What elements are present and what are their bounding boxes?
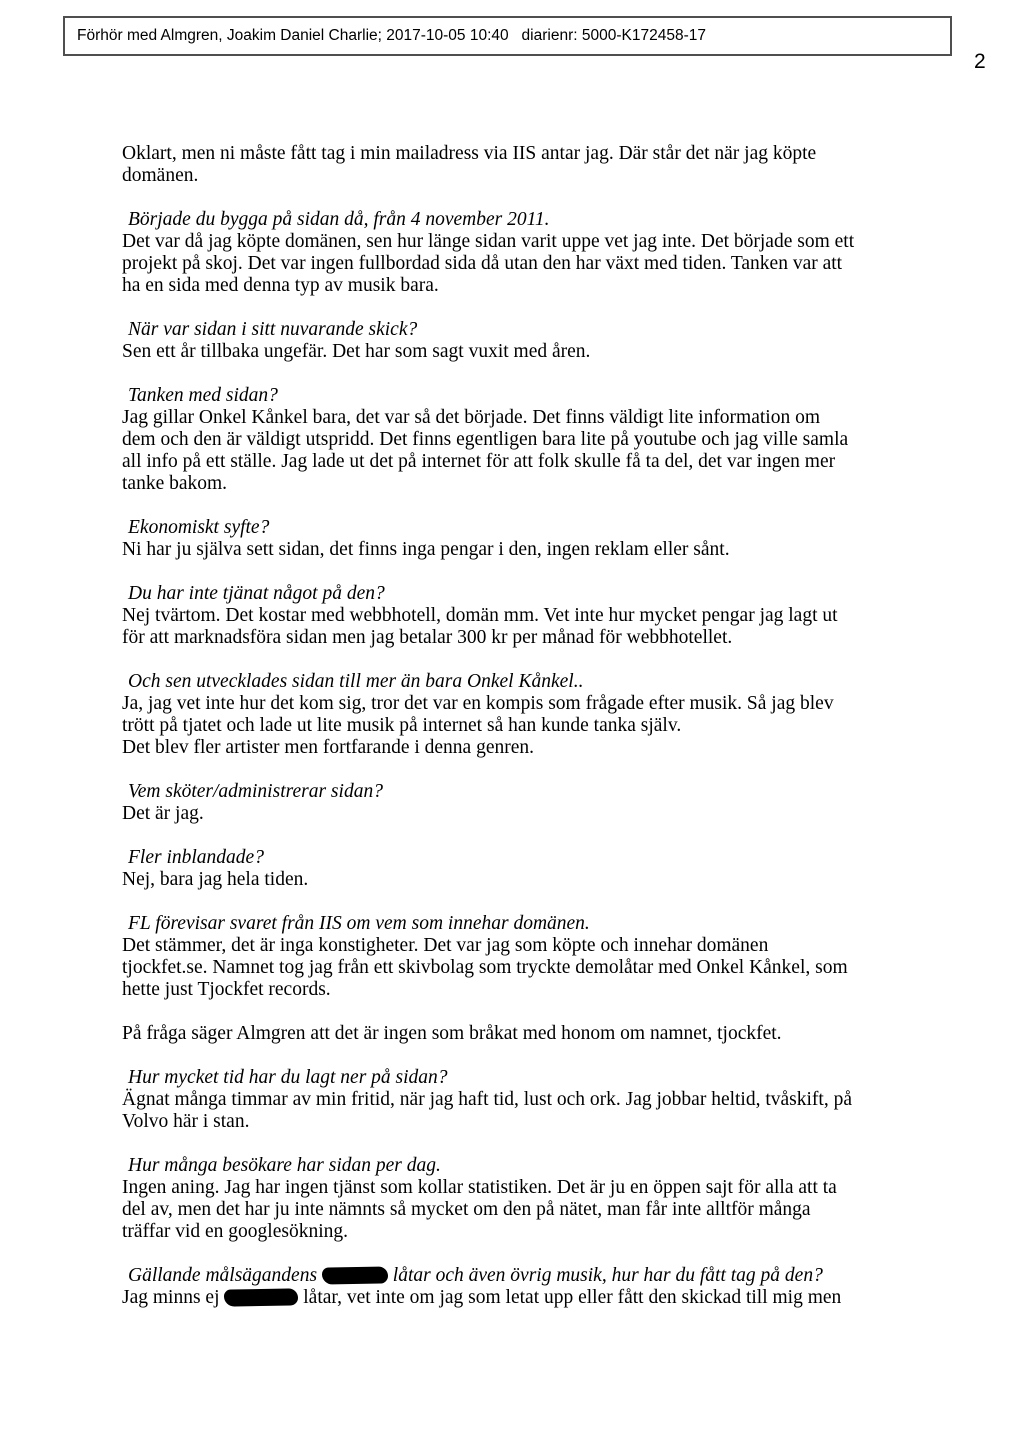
answer-paragraph: Jag minns ej låtar, vet inte om jag som letat upp eller fått den skickad till mig men xyxy=(122,1287,842,1308)
answer-paragraph: Ni har ju själva sett sidan, det finns inga pengar i den, ingen reklam eller sånt. xyxy=(122,539,730,560)
question-paragraph: Tanken med sidan? xyxy=(128,385,278,406)
answer-paragraph: Ägnat många timmar av min fritid, när jag haft tid, lust och ork. Jag jobbar heltid, tvåskift, på Volvo här i stan. xyxy=(122,1089,852,1132)
answer-paragraph: Det var då jag köpte domänen, sen hur länge sidan varit uppe vet jag inte. Det började som ett projekt på skoj. Det var ingen fullbordad sida då utan den har växt med tiden. Tanken var att ha en sida med denna typ av musik bara. xyxy=(122,231,855,296)
header-title: Förhör med Almgren, Joakim Daniel Charlie; 2017-10-05 10:40 diarienr: 5000-K172458-17 xyxy=(77,27,706,44)
answer-paragraph: Det är jag. xyxy=(122,803,204,824)
answer-paragraph: Nej, bara jag hela tiden. xyxy=(122,869,309,890)
answer-paragraph: Det stämmer, det är inga konstigheter. Det var jag som köpte och innehar domänen tjockfet.se. Namnet tog jag från ett skivbolag som tryckte demolåtar med Onkel Kånkel, som hette just Tjockfet records. xyxy=(122,935,848,1000)
answer-paragraph: Sen ett år tillbaka ungefär. Det har som sagt vuxit med åren. xyxy=(122,341,591,362)
question-paragraph: Fler inblandade? xyxy=(128,847,264,868)
transcript xyxy=(122,143,922,1309)
answer-paragraph: Nej tvärtom. Det kostar med webbhotell, domän mm. Vet inte hur mycket pengar jag lagt ut för att marknadsföra sidan men jag betalar 300 kr per månad för webbhotellet. xyxy=(122,605,838,648)
answer-paragraph: Jag gillar Onkel Kånkel bara, det var så det började. Det finns väldigt lite information om dem och den är väldigt utspridd. Det finns egentligen bara lite på youtube och jag ville samla all info på ett ställe. Jag lade ut det på internet för att folk skulle få ta del, det var ingen mer tanke bakom. xyxy=(122,407,849,494)
question-paragraph: Du har inte tjänat något på den? xyxy=(128,583,385,604)
question-paragraph: Och sen utvecklades sidan till mer än bara Onkel Kånkel.. xyxy=(128,671,584,692)
question-paragraph: Hur många besökare har sidan per dag. xyxy=(128,1155,441,1176)
question-paragraph: Vem sköter/administrerar sidan? xyxy=(128,781,383,802)
redaction-mark xyxy=(322,1266,388,1284)
header-box xyxy=(63,16,952,56)
narration-paragraph: På fråga säger Almgren att det är ingen som bråkat med honom om namnet, tjockfet. xyxy=(122,1023,782,1044)
question-paragraph: Började du bygga på sidan då, från 4 november 2011. xyxy=(128,209,550,230)
question-paragraph: FL förevisar svaret från IIS om vem som innehar domänen. xyxy=(128,913,590,934)
answer-paragraph: Ja, jag vet inte hur det kom sig, tror det var en kompis som frågade efter musik. Så jag blev trött på tjatet och lade ut lite musik på internet så han kunde tanka själv. Det blev fler artister men fortfarande i denna genren. xyxy=(122,693,834,758)
question-paragraph: Hur mycket tid har du lagt ner på sidan? xyxy=(128,1067,448,1088)
answer-paragraph: Ingen aning. Jag har ingen tjänst som kollar statistiken. Det är ju en öppen sajt för alla att ta del av, men det har ju inte nämnts så mycket om den på nätet, man får inte alltför många träffar vid en googlesökning. xyxy=(122,1177,837,1242)
question-paragraph: Ekonomiskt syfte? xyxy=(128,517,270,538)
question-paragraph: När var sidan i sitt nuvarande skick? xyxy=(128,319,418,340)
question-paragraph: Gällande målsägandens låtar och även övrig musik, hur har du fått tag på den? xyxy=(128,1265,823,1286)
page-number: 2 xyxy=(974,50,986,73)
redaction-mark xyxy=(224,1288,298,1306)
answer-paragraph: Oklart, men ni måste fått tag i min mailadress via IIS antar jag. Där står det när jag köpte domänen. xyxy=(122,143,817,186)
